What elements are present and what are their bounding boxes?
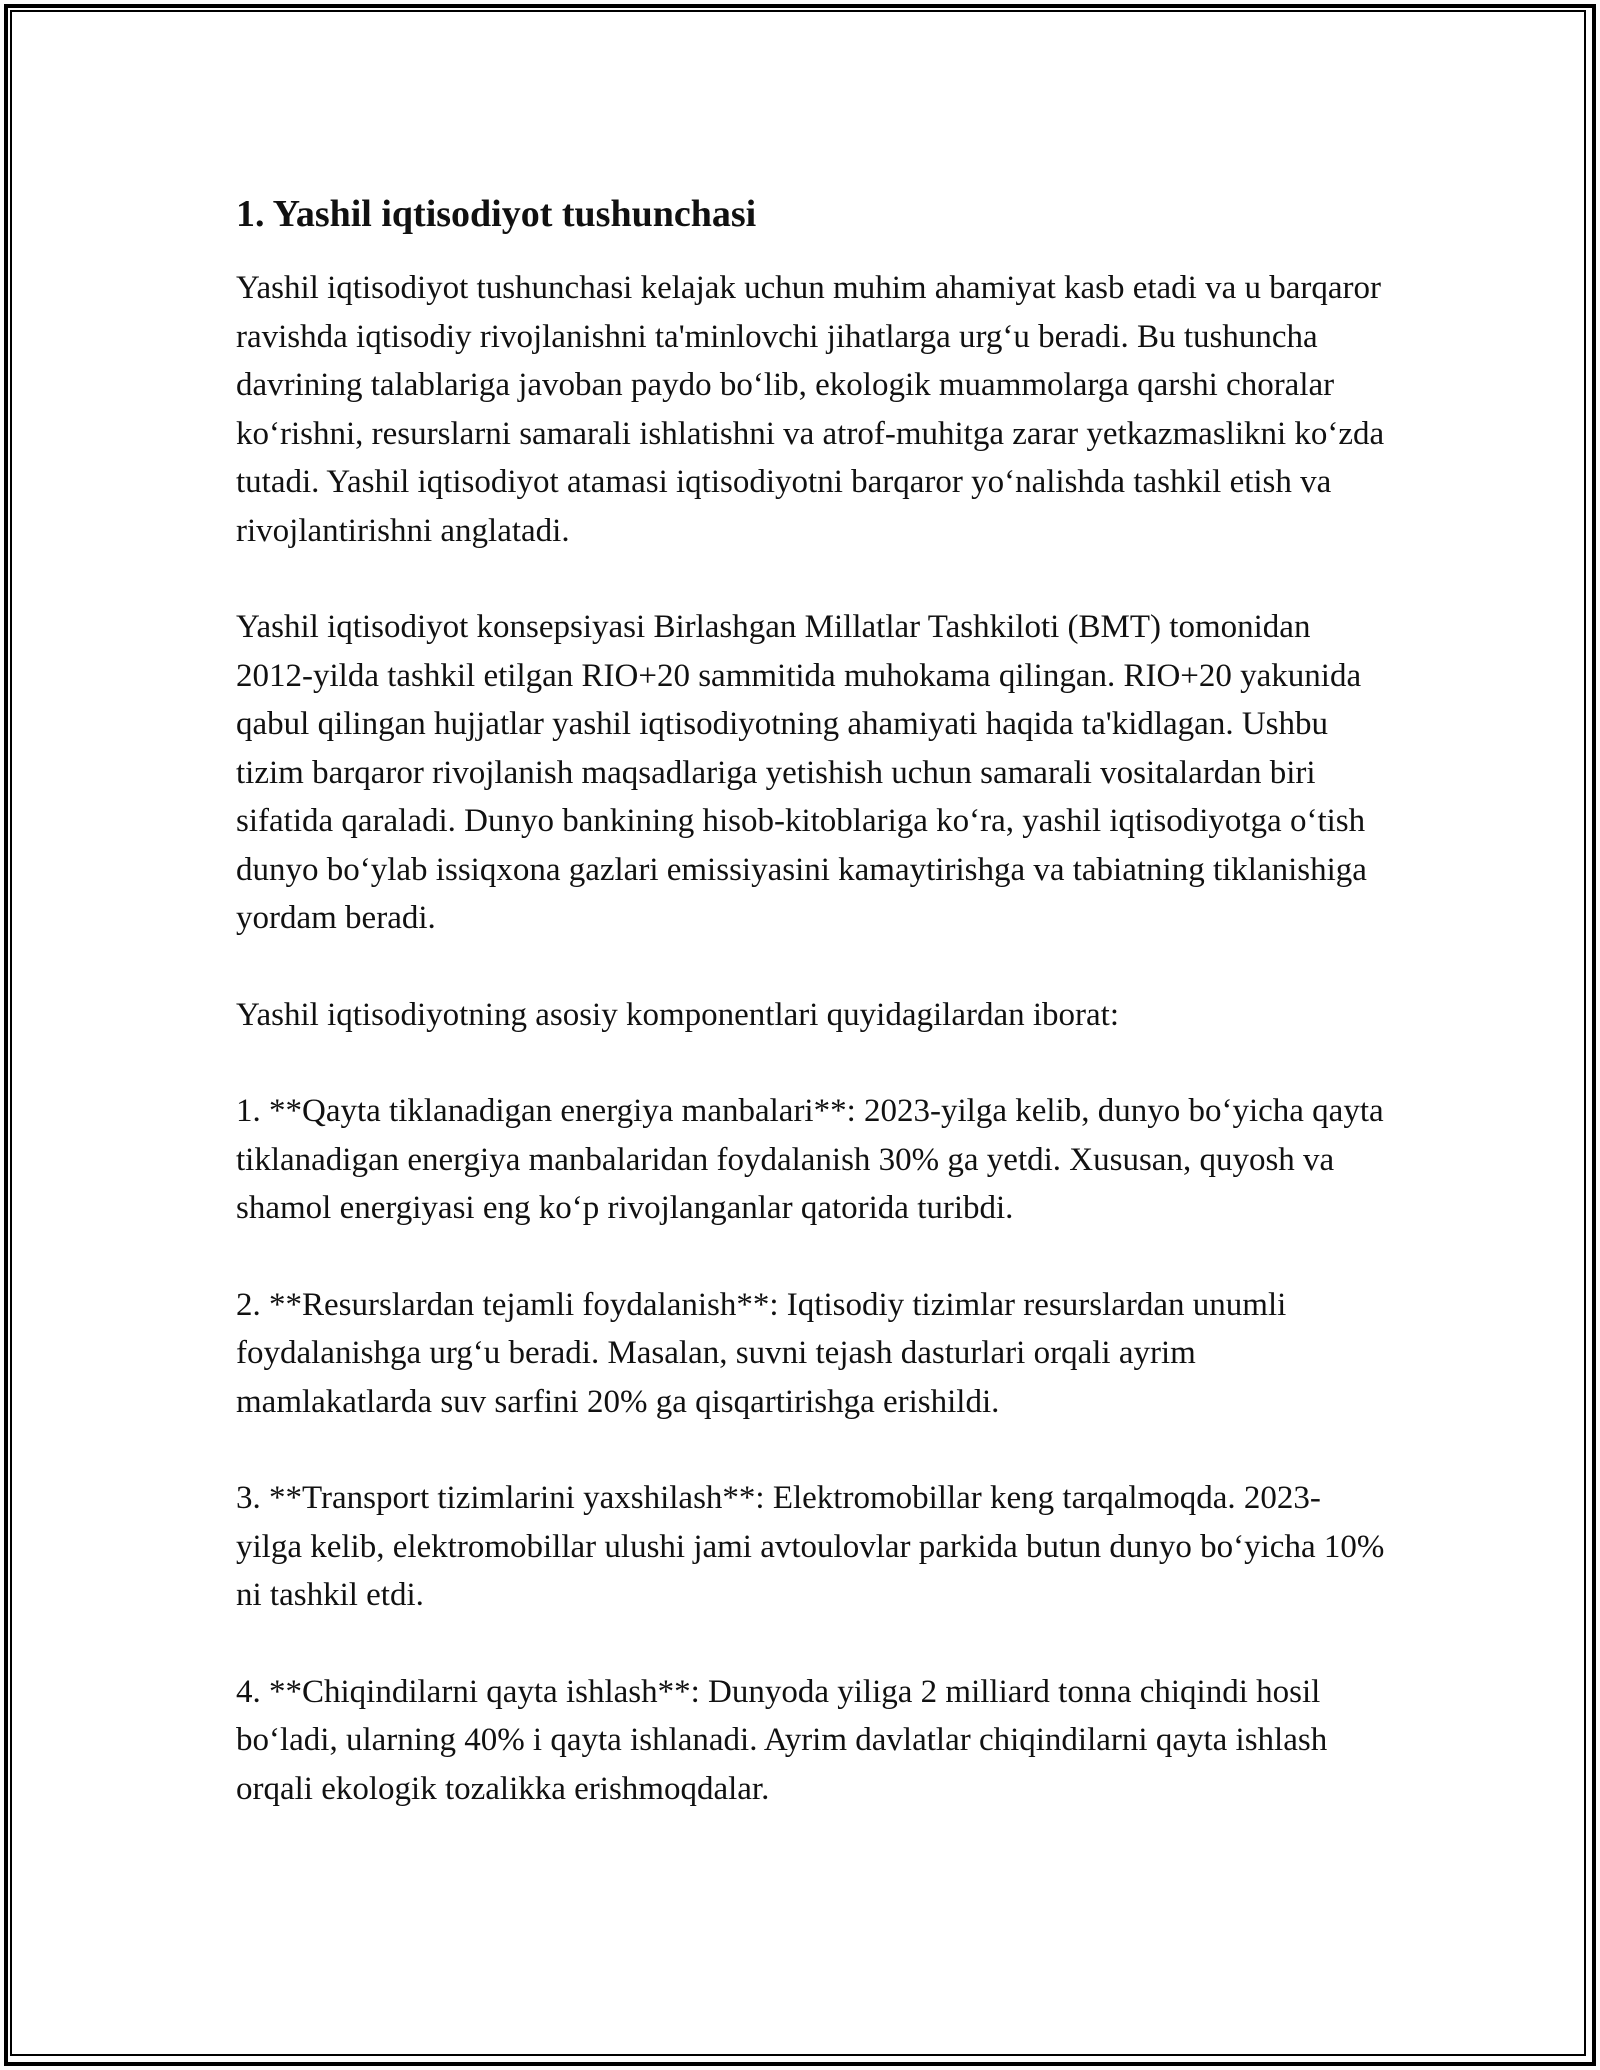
list-item-waste-recycling: 4. **Chiqindilarni qayta ishlash**: Dunyoda yiliga 2 milliard tonna chiqindi hosil bo‘ladi, ularning 40% i qayta ishlanadi. Ayrim davlatlar chiqindilarni qayta ishlash orqali ekologik tozalikka erishmoqdalar. — [236, 1673, 1328, 1807]
section-heading: 1. Yashil iqtisodiyot tushunchasi — [236, 193, 757, 235]
document-body — [236, 186, 1386, 1813]
list-item-resource-efficiency: 2. **Resurslardan tejamli foydalanish**: Iqtisodiy tizimlar resurslardan unumli foydalanishga urg‘u beradi. Masalan, suvni tejash dasturlari orqali ayrim mamlakatlarda suv sarfini 20% ga qisqartirishga erishildi. — [236, 1286, 1287, 1420]
paragraph-bmt-rio20: Yashil iqtisodiyot konsepsiyasi Birlashgan Millatlar Tashkiloti (BMT) tomonidan 2012-yilda tashkil etilgan RIO+20 sammitida muhokama qilingan. RIO+20 yakunida qabul qilingan hujjatlar yashil iqtisodiyotning ahamiyati haqida ta'kidlagan. Ushbu tizim barqaror rivojlanish maqsadlariga yetishish uchun samarali vositalardan biri sifatida qaraladi. Dunyo bankining hisob-kitoblariga ko‘ra, yashil iqtisodiyotga o‘tish dunyo bo‘ylab issiqxona gazlari emissiyasini kamaytirishga va tabiatning tiklanishiga yordam beradi. — [236, 609, 1367, 936]
paragraph-components-intro: Yashil iqtisodiyotning asosiy komponentlari quyidagilardan iborat: — [236, 996, 1119, 1033]
list-item-transport: 3. **Transport tizimlarini yaxshilash**: Elektromobillar keng tarqalmoqda. 2023-yilga kelib, elektromobillar ulushi jami avtoulovlar parkida butun dunyo bo‘yicha 10% ni tashkil etdi. — [236, 1480, 1385, 1613]
paragraph-intro: Yashil iqtisodiyot tushunchasi kelajak uchun muhim ahamiyat kasb etadi va u barqaror ravishda iqtisodiy rivojlanishni ta'minlovchi jihatlarga urg‘u beradi. Bu tushuncha davrining talablariga javoban paydo bo‘lib, ekologik muammolarga qarshi choralar ko‘rishni, resurslarni samarali ishlatishni va atrof-muhitga zarar yetkazmaslikni ko‘zda tutadi. Yashil iqtisodiyot atamasi iqtisodiyotni barqaror yo‘nalishda tashkil etish va rivojlantirishni anglatadi. — [236, 270, 1385, 549]
list-item-renewable-energy: 1. **Qayta tiklanadigan energiya manbalari**: 2023-yilga kelib, dunyo bo‘yicha qayta tiklanadigan energiya manbalaridan foydalanish 30% ga yetdi. Xususan, quyosh va shamol energiyasi eng ko‘p rivojlanganlar qatorida turibdi. — [236, 1093, 1384, 1226]
